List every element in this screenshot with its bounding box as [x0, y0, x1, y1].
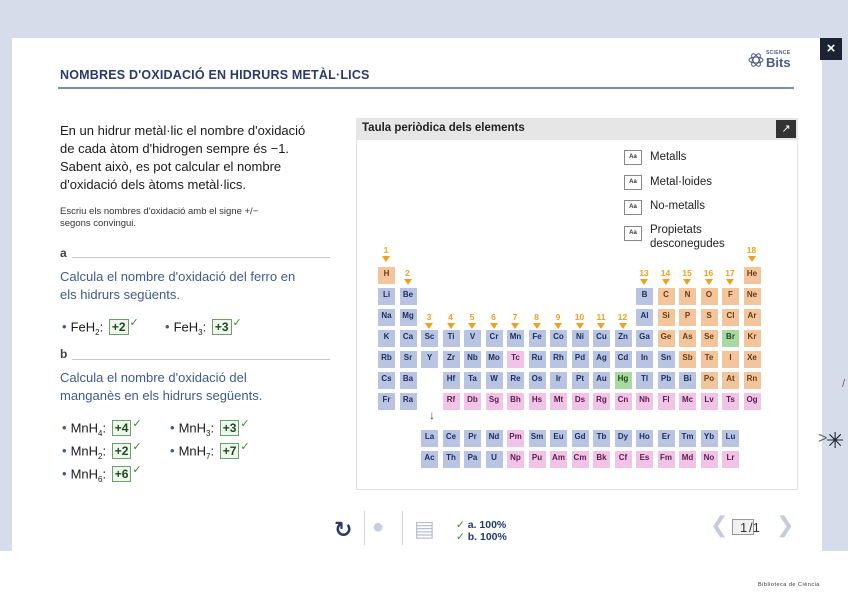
element-po[interactable]: Po [700, 371, 719, 390]
element-ta[interactable]: Ta [463, 371, 482, 390]
element-sb[interactable]: Sb [678, 350, 697, 369]
element-w[interactable]: W [485, 371, 504, 390]
score-a: ✓ a. 100% [456, 519, 507, 531]
element-pr[interactable]: Pr [463, 429, 482, 448]
footer-text: Biblioteca de Ciència [758, 582, 820, 588]
element-c[interactable]: C [657, 287, 676, 306]
element-o[interactable]: O [700, 287, 719, 306]
group-number-11: 11 [593, 312, 609, 322]
element-sn[interactable]: Sn [657, 350, 676, 369]
element-og[interactable]: Og [743, 392, 762, 411]
element-md[interactable]: Md [678, 450, 697, 469]
hint-line: segons convingui. [60, 218, 137, 229]
element-kr[interactable]: Kr [743, 329, 762, 348]
answer-item-mnh6: • MnH$_6$: +6 ✓ [62, 464, 142, 484]
element-zn[interactable]: Zn [614, 329, 633, 348]
element-ds[interactable]: Ds [571, 392, 590, 411]
section-b-prompt [60, 369, 340, 405]
check-icon: ✓ [240, 418, 250, 430]
element-sg[interactable]: Sg [485, 392, 504, 411]
element-rh[interactable]: Rh [549, 350, 568, 369]
group-number-16: 16 [701, 268, 717, 278]
answer-field[interactable]: +2 [109, 319, 129, 335]
element-ne[interactable]: Ne [743, 287, 762, 306]
check-icon: ✓ [132, 441, 142, 453]
group-number-9: 9 [550, 312, 566, 322]
element-he[interactable]: He [743, 266, 762, 285]
element-lr[interactable]: Lr [721, 450, 740, 469]
element-hf[interactable]: Hf [442, 371, 461, 390]
element-ni[interactable]: Ni [571, 329, 590, 348]
element-tm[interactable]: Tm [678, 429, 697, 448]
group-number-13: 13 [636, 268, 652, 278]
element-rg[interactable]: Rg [592, 392, 611, 411]
answer-item-mnh3: • MnH$_3$: +3 ✓ [170, 418, 250, 438]
element-au[interactable]: Au [592, 371, 611, 390]
score-b: ✓ b. 100% [456, 531, 507, 543]
element-na[interactable]: Na [377, 308, 396, 327]
answer-item-feh3: • FeH$_3$: +3 ✓ [165, 317, 242, 337]
intro-line: de cada àtom d'hidrogen sempre és −1. [60, 141, 290, 156]
current-page: 1 [740, 520, 748, 535]
element-co[interactable]: Co [549, 329, 568, 348]
prompt-line: els hidrurs següents. [60, 287, 180, 302]
answer-item-mnh2: • MnH$_2$: +2 ✓ [62, 441, 142, 461]
answer-field[interactable]: +6 [112, 466, 132, 482]
close-button[interactable]: × [820, 38, 842, 60]
element-br[interactable]: Br [721, 329, 740, 348]
check-icon: ✓ [129, 317, 139, 329]
element-pd[interactable]: Pd [571, 350, 590, 369]
element-no[interactable]: No [700, 450, 719, 469]
answer-item-mnh7: • MnH$_7$: +7 ✓ [170, 441, 250, 461]
element-hg[interactable]: Hg [614, 371, 633, 390]
section-b-letter: b [60, 347, 68, 361]
element-cs[interactable]: Cs [377, 371, 396, 390]
section-b-divider [72, 359, 330, 360]
periodic-table-title: Taula periòdica dels elements [362, 122, 525, 134]
element-fl[interactable]: Fl [657, 392, 676, 411]
intro-line: d'oxidació dels àtoms metàl·lics. [60, 177, 246, 192]
side-edge-mark: / [842, 378, 846, 390]
element-ti[interactable]: Ti [442, 329, 461, 348]
prompt-line: manganès en els hidrurs següents. [60, 388, 263, 403]
answers-sheet-icon[interactable]: ▤ [414, 516, 435, 541]
element-ra[interactable]: Ra [399, 392, 418, 411]
element-pb[interactable]: Pb [657, 371, 676, 390]
prompt-line: Calcula el nombre d'oxidació del [60, 370, 247, 385]
element-li[interactable]: Li [377, 287, 396, 306]
element-bh[interactable]: Bh [506, 392, 525, 411]
element-es[interactable]: Es [635, 450, 654, 469]
element-se[interactable]: Se [700, 329, 719, 348]
element-ge[interactable]: Ge [657, 329, 676, 348]
answer-item-feh2: • FeH$_2$: +2 ✓ [62, 317, 139, 337]
score-summary [456, 519, 507, 543]
group-number-2: 2 [400, 268, 416, 278]
page-title: NOMBRES D'OXIDACIÓ EN HIDRURS METÀL·LICS [60, 68, 370, 82]
element-mc[interactable]: Mc [678, 392, 697, 411]
reset-button[interactable]: ↻ [334, 517, 353, 542]
element-cu[interactable]: Cu [592, 329, 611, 348]
element-s[interactable]: S [700, 308, 719, 327]
group-number-17: 17 [722, 268, 738, 278]
group-number-7: 7 [507, 312, 523, 322]
element-re[interactable]: Re [506, 371, 525, 390]
element-yb[interactable]: Yb [700, 429, 719, 448]
element-pa[interactable]: Pa [463, 450, 482, 469]
element-np[interactable]: Np [506, 450, 525, 469]
side-tab-star-icon[interactable]: > ✳ [818, 428, 845, 453]
element-fe[interactable]: Fe [528, 329, 547, 348]
logo-big-text: Bits [766, 55, 791, 70]
answer-field[interactable]: +3 [220, 420, 240, 436]
element-ag[interactable]: Ag [592, 350, 611, 369]
element-rb[interactable]: Rb [377, 350, 396, 369]
expand-button[interactable]: ↗ [776, 120, 796, 138]
element-i[interactable]: I [721, 350, 740, 369]
element-eu[interactable]: Eu [549, 429, 568, 448]
group-number-12: 12 [615, 312, 631, 322]
legend-label-nonmetals: No-metalls [650, 200, 705, 212]
group-number-4: 4 [443, 312, 459, 322]
top-band [0, 0, 848, 38]
element-ac[interactable]: Ac [420, 450, 439, 469]
element-sr[interactable]: Sr [399, 350, 418, 369]
element-bi[interactable]: Bi [678, 371, 697, 390]
sciencebits-logo [748, 50, 798, 70]
element-lv[interactable]: Lv [700, 392, 719, 411]
element-pt[interactable]: Pt [571, 371, 590, 390]
legend-label-metals: Metalls [650, 151, 687, 163]
element-f[interactable]: F [721, 287, 740, 306]
chat-icon[interactable]: ● [372, 516, 385, 538]
element-k[interactable]: K [377, 329, 396, 348]
element-ru[interactable]: Ru [528, 350, 547, 369]
group-number-18: 18 [744, 245, 760, 255]
group-number-5: 5 [464, 312, 480, 322]
element-th[interactable]: Th [442, 450, 461, 469]
element-mg[interactable]: Mg [399, 308, 418, 327]
group-number-14: 14 [658, 268, 674, 278]
intro-text [60, 122, 340, 194]
element-cr[interactable]: Cr [485, 329, 504, 348]
element-bk[interactable]: Bk [592, 450, 611, 469]
element-ga[interactable]: Ga [635, 329, 654, 348]
element-ir[interactable]: Ir [549, 371, 568, 390]
prev-page-button[interactable]: ❮ [710, 512, 729, 537]
element-la[interactable]: La [420, 429, 439, 448]
element-nb[interactable]: Nb [463, 350, 482, 369]
element-al[interactable]: Al [635, 308, 654, 327]
legend-swatch-metalloids: Aa [624, 175, 642, 190]
group-number-3: 3 [421, 312, 437, 322]
group-number-6: 6 [486, 312, 502, 322]
element-zr[interactable]: Zr [442, 350, 461, 369]
group-number-10: 10 [572, 312, 588, 322]
answer-field[interactable]: +4 [112, 420, 132, 436]
element-in[interactable]: In [635, 350, 654, 369]
element-hs[interactable]: Hs [528, 392, 547, 411]
answer-field[interactable]: +3 [212, 319, 232, 335]
toolbar-divider [402, 511, 403, 545]
element-ar[interactable]: Ar [743, 308, 762, 327]
legend-label-metalloids: Metal·loides [650, 176, 712, 188]
element-dy[interactable]: Dy [614, 429, 633, 448]
section-a-divider [72, 257, 330, 258]
group-number-15: 15 [679, 268, 695, 278]
check-icon: ✓ [132, 464, 142, 476]
element-cd[interactable]: Cd [614, 350, 633, 369]
element-ce[interactable]: Ce [442, 429, 461, 448]
element-te[interactable]: Te [700, 350, 719, 369]
element-ca[interactable]: Ca [399, 329, 418, 348]
element-tl[interactable]: Tl [635, 371, 654, 390]
element-xe[interactable]: Xe [743, 350, 762, 369]
hint-line: Escriu els nombres d'oxidació amb el signe +/− [60, 206, 259, 217]
element-u[interactable]: U [485, 450, 504, 469]
element-cf[interactable]: Cf [614, 450, 633, 469]
element-p[interactable]: P [678, 308, 697, 327]
arrow-down-icon: ↓ [429, 408, 435, 422]
prompt-line: Calcula el nombre d'oxidació del ferro en [60, 269, 296, 284]
section-a-prompt [60, 268, 340, 304]
check-icon: ✓ [232, 317, 242, 329]
answer-field[interactable]: +7 [220, 443, 240, 459]
element-mo[interactable]: Mo [485, 350, 504, 369]
check-icon: ✓ [240, 441, 250, 453]
element-os[interactable]: Os [528, 371, 547, 390]
element-pm[interactable]: Pm [506, 429, 525, 448]
element-tc[interactable]: Tc [506, 350, 525, 369]
element-cl[interactable]: Cl [721, 308, 740, 327]
total-pages: /1 [749, 520, 760, 535]
legend-swatch-unknown: Aa [624, 226, 642, 241]
intro-line: Sabent això, es pot calcular el nombre [60, 159, 282, 174]
intro-line: En un hidrur metàl·lic el nombre d'oxidació [60, 123, 306, 138]
element-db[interactable]: Db [463, 392, 482, 411]
element-at[interactable]: At [721, 371, 740, 390]
element-sc[interactable]: Sc [420, 329, 439, 348]
element-h[interactable]: H [377, 266, 396, 285]
next-page-button[interactable]: ❯ [776, 512, 795, 537]
element-pu[interactable]: Pu [528, 450, 547, 469]
element-cn[interactable]: Cn [614, 392, 633, 411]
element-nd[interactable]: Nd [485, 429, 504, 448]
group-number-1: 1 [378, 245, 394, 255]
answer-field[interactable]: +2 [112, 443, 132, 459]
element-ba[interactable]: Ba [399, 371, 418, 390]
title-divider [58, 87, 794, 89]
element-ts[interactable]: Ts [721, 392, 740, 411]
atom-icon [748, 52, 764, 68]
element-as[interactable]: As [678, 329, 697, 348]
legend-swatch-metals: Aa [624, 150, 642, 165]
element-fr[interactable]: Fr [377, 392, 396, 411]
element-n[interactable]: N [678, 287, 697, 306]
element-er[interactable]: Er [657, 429, 676, 448]
element-be[interactable]: Be [399, 287, 418, 306]
element-cm[interactable]: Cm [571, 450, 590, 469]
toolbar-divider [364, 511, 365, 545]
element-tb[interactable]: Tb [592, 429, 611, 448]
element-mt[interactable]: Mt [549, 392, 568, 411]
element-si[interactable]: Si [657, 308, 676, 327]
element-mn[interactable]: Mn [506, 329, 525, 348]
element-am[interactable]: Am [549, 450, 568, 469]
element-fm[interactable]: Fm [657, 450, 676, 469]
logo-small-text: SCIENCE [766, 50, 791, 56]
element-v[interactable]: V [463, 329, 482, 348]
instruction-hint [60, 206, 340, 230]
element-gd[interactable]: Gd [571, 429, 590, 448]
element-rf[interactable]: Rf [442, 392, 461, 411]
element-ho[interactable]: Ho [635, 429, 654, 448]
group-number-8: 8 [529, 312, 545, 322]
element-rn[interactable]: Rn [743, 371, 762, 390]
legend-label-unknown: Propietats desconegudes [650, 224, 725, 250]
element-nh[interactable]: Nh [635, 392, 654, 411]
check-icon: ✓ [132, 418, 142, 430]
element-b[interactable]: B [635, 287, 654, 306]
element-sm[interactable]: Sm [528, 429, 547, 448]
element-lu[interactable]: Lu [721, 429, 740, 448]
answer-item-mnh4: • MnH$_4$: +4 ✓ [62, 418, 142, 438]
section-a-letter: a [60, 246, 67, 260]
element-y[interactable]: Y [420, 350, 439, 369]
legend-swatch-nonmetals: Aa [624, 200, 642, 215]
